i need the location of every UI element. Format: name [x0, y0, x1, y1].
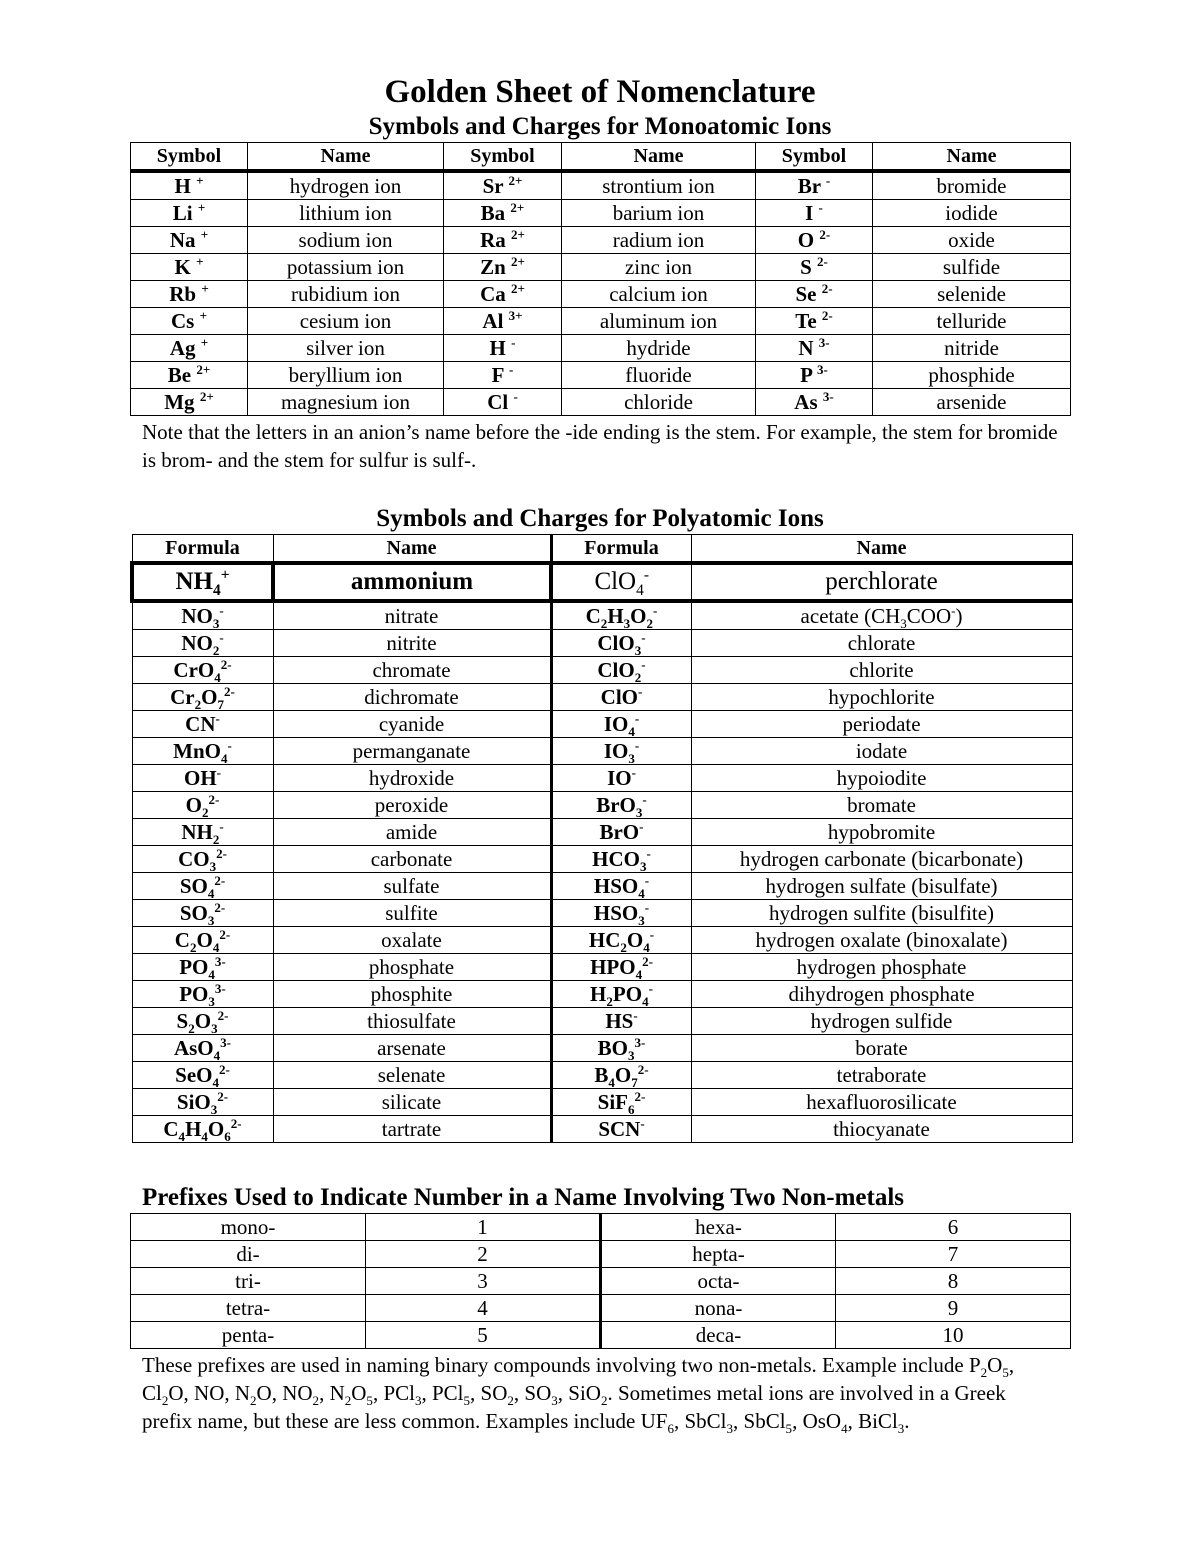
polyatomic-row — [132, 1008, 1072, 1035]
polyatomic-formula: $H_2PO_4^-$ — [551, 981, 691, 1008]
polyatomic-header-name: Name — [273, 535, 551, 564]
ion-name: sulfide — [873, 254, 1071, 281]
polyatomic-row — [132, 873, 1072, 900]
ion-symbol: H + — [131, 171, 248, 200]
polyatomic-name: carbonate — [273, 846, 551, 873]
monoatomic-heading: Symbols and Charges for Monoatomic Ions — [368, 113, 832, 140]
polyatomic-formula: $HCO_3^-$ — [551, 846, 691, 873]
polyatomic-row — [132, 954, 1072, 981]
ion-symbol: Ag + — [131, 335, 248, 362]
polyatomic-row — [132, 792, 1072, 819]
ion-symbol: As $^{3-}$ — [756, 389, 873, 416]
prefix-number: 10 — [836, 1322, 1071, 1349]
polyatomic-heading: Symbols and Charges for Polyatomic Ions — [376, 505, 824, 532]
polyatomic-name: arsenate — [273, 1035, 551, 1062]
ion-symbol: Li + — [131, 200, 248, 227]
prefix-name: tri- — [131, 1268, 366, 1295]
ion-name: aluminum ion — [562, 308, 756, 335]
polyatomic-formula: $HSO_3^-$ — [551, 900, 691, 927]
polyatomic-name: tartrate — [273, 1116, 551, 1143]
ion-symbol: P $^{3-}$ — [756, 362, 873, 389]
prefixes-heading: Prefixes Used to Indicate Number in a Name Involving Two Non-metals — [142, 1184, 905, 1211]
polyatomic-name: hydrogen sulfite (bisulfite) — [691, 900, 1072, 927]
polyatomic-formula: $HC_2O_4^-$ — [551, 927, 691, 954]
monoatomic-table — [130, 142, 1071, 416]
polyatomic-row — [132, 1089, 1072, 1116]
monoatomic-row — [131, 362, 1071, 389]
polyatomic-formula: $CO_3^{2-}$ — [132, 846, 273, 873]
polyatomic-formula: $BO_3^{3-}$ — [551, 1035, 691, 1062]
polyatomic-formula: $NH_4^+$ — [132, 563, 273, 601]
prefix-number: 3 — [366, 1268, 601, 1295]
polyatomic-name: hydroxide — [273, 765, 551, 792]
ion-name: zinc ion — [562, 254, 756, 281]
prefixes-table — [130, 1213, 1071, 1349]
polyatomic-name: sulfite — [273, 900, 551, 927]
monoatomic-note: Note that the letters in an anion’s name before the -ide ending is the stem. For example, the stem for bromide is brom- and the stem for sulfur is sulf-. — [142, 420, 1058, 472]
prefix-name: mono- — [131, 1214, 366, 1241]
ion-symbol: S $^{2-}$ — [756, 254, 873, 281]
polyatomic-row — [132, 1062, 1072, 1089]
polyatomic-formula: $NO_2^-$ — [132, 630, 273, 657]
polyatomic-name: periodate — [691, 711, 1072, 738]
ion-name: hydride — [562, 335, 756, 362]
ion-name: iodide — [873, 200, 1071, 227]
ion-symbol: Br - — [756, 171, 873, 200]
ion-symbol: K + — [131, 254, 248, 281]
ion-symbol: Al $^{3+}$ — [444, 308, 562, 335]
polyatomic-row — [132, 601, 1072, 630]
polyatomic-name: phosphite — [273, 981, 551, 1008]
polyatomic-row — [132, 630, 1072, 657]
polyatomic-formula: HS- — [551, 1008, 691, 1035]
prefix-number: 1 — [366, 1214, 601, 1241]
polyatomic-name: oxalate — [273, 927, 551, 954]
ion-symbol: Ra $^{2+}$ — [444, 227, 562, 254]
prefix-name: hexa- — [601, 1214, 836, 1241]
prefix-number: 6 — [836, 1214, 1071, 1241]
polyatomic-name: hexafluorosilicate — [691, 1089, 1072, 1116]
polyatomic-formula: SeO$_4^{2-}$ — [132, 1062, 273, 1089]
polyatomic-name: hydrogen phosphate — [691, 954, 1072, 981]
prefix-name: nona- — [601, 1295, 836, 1322]
polyatomic-name: nitrate — [273, 601, 551, 630]
polyatomic-name: hydrogen carbonate (bicarbonate) — [691, 846, 1072, 873]
polyatomic-header-formula: Formula — [551, 535, 691, 564]
polyatomic-name: amide — [273, 819, 551, 846]
polyatomic-row — [132, 1035, 1072, 1062]
document-page — [130, 72, 1070, 1435]
ion-symbol: O $^{2-}$ — [756, 227, 873, 254]
polyatomic-row — [132, 900, 1072, 927]
prefix-row — [131, 1322, 1071, 1349]
polyatomic-header-formula: Formula — [132, 535, 273, 564]
monoatomic-header-symbol: Symbol — [444, 143, 562, 172]
ion-name: arsenide — [873, 389, 1071, 416]
prefix-number: 8 — [836, 1268, 1071, 1295]
polyatomic-formula: CrO$_4^{2-}$ — [132, 657, 273, 684]
polyatomic-name: permanganate — [273, 738, 551, 765]
ion-symbol: Se $^{2-}$ — [756, 281, 873, 308]
ion-symbol: H - — [444, 335, 562, 362]
polyatomic-row — [132, 563, 1072, 601]
polyatomic-formula: $NH_2^-$ — [132, 819, 273, 846]
prefix-name: hepta- — [601, 1241, 836, 1268]
ion-name: oxide — [873, 227, 1071, 254]
polyatomic-row — [132, 711, 1072, 738]
polyatomic-formula: $NO_3^-$ — [132, 601, 273, 630]
polyatomic-formula: $PO_4^{3-}$ — [132, 954, 273, 981]
polyatomic-formula: ClO$_4$- — [551, 563, 691, 601]
ion-symbol: Ca $^{2+}$ — [444, 281, 562, 308]
prefix-name: tetra- — [131, 1295, 366, 1322]
polyatomic-name: cyanide — [273, 711, 551, 738]
polyatomic-formula: $IO_4^-$ — [551, 711, 691, 738]
prefix-name: octa- — [601, 1268, 836, 1295]
polyatomic-formula: CN- — [132, 711, 273, 738]
ion-symbol: Cs + — [131, 308, 248, 335]
page-title: Golden Sheet of Nomenclature — [384, 74, 816, 110]
polyatomic-formula: ClO$_3$- — [551, 630, 691, 657]
ion-name: selenide — [873, 281, 1071, 308]
monoatomic-header-symbol: Symbol — [131, 143, 248, 172]
ion-name: calcium ion — [562, 281, 756, 308]
ion-symbol: Na + — [131, 227, 248, 254]
polyatomic-formula: BrO$_3$- — [551, 792, 691, 819]
prefix-number: 5 — [366, 1322, 601, 1349]
prefix-name: di- — [131, 1241, 366, 1268]
polyatomic-name: hypochlorite — [691, 684, 1072, 711]
monoatomic-header-name: Name — [562, 143, 756, 172]
polyatomic-header-name: Name — [691, 535, 1072, 564]
ion-name: cesium ion — [248, 308, 444, 335]
ion-symbol: I - — [756, 200, 873, 227]
ion-symbol: Zn $^{2+}$ — [444, 254, 562, 281]
polyatomic-name: chromate — [273, 657, 551, 684]
polyatomic-name: thiosulfate — [273, 1008, 551, 1035]
ion-name: nitride — [873, 335, 1071, 362]
polyatomic-row — [132, 846, 1072, 873]
polyatomic-formula: ClO$_2$- — [551, 657, 691, 684]
polyatomic-name: hydrogen oxalate (binoxalate) — [691, 927, 1072, 954]
polyatomic-row — [132, 1116, 1072, 1143]
polyatomic-formula: BrO- — [551, 819, 691, 846]
polyatomic-formula: $SO_4^{2-}$ — [132, 873, 273, 900]
monoatomic-header-symbol: Symbol — [756, 143, 873, 172]
prefix-number: 2 — [366, 1241, 601, 1268]
polyatomic-formula: $B_4O_7^{2-}$ — [551, 1062, 691, 1089]
monoatomic-header-name: Name — [873, 143, 1071, 172]
polyatomic-table — [130, 534, 1073, 1143]
polyatomic-name: iodate — [691, 738, 1072, 765]
polyatomic-formula: $Cr_2O_7^{2-}$ — [132, 684, 273, 711]
ion-name: telluride — [873, 308, 1071, 335]
polyatomic-name: hypoiodite — [691, 765, 1072, 792]
prefix-name: penta- — [131, 1322, 366, 1349]
polyatomic-name: nitrite — [273, 630, 551, 657]
polyatomic-name: borate — [691, 1035, 1072, 1062]
polyatomic-row — [132, 738, 1072, 765]
ion-name: silver ion — [248, 335, 444, 362]
polyatomic-row — [132, 765, 1072, 792]
polyatomic-formula: AsO$_4^{3-}$ — [132, 1035, 273, 1062]
ion-symbol: Sr $^{2+}$ — [444, 171, 562, 200]
ion-name: radium ion — [562, 227, 756, 254]
polyatomic-formula: OH- — [132, 765, 273, 792]
polyatomic-formula: $C_4H_4O_6^{2-}$ — [132, 1116, 273, 1143]
polyatomic-name: hydrogen sulfate (bisulfate) — [691, 873, 1072, 900]
polyatomic-name: phosphate — [273, 954, 551, 981]
ion-symbol: Rb + — [131, 281, 248, 308]
prefix-number: 7 — [836, 1241, 1071, 1268]
polyatomic-name: ammonium — [273, 563, 551, 601]
ion-symbol: Te $^{2-}$ — [756, 308, 873, 335]
polyatomic-name: peroxide — [273, 792, 551, 819]
ion-name: sodium ion — [248, 227, 444, 254]
polyatomic-formula: $C_2O_4^{2-}$ — [132, 927, 273, 954]
polyatomic-row — [132, 927, 1072, 954]
polyatomic-formula: $C_2H_3O_2^-$ — [551, 601, 691, 630]
polyatomic-name: sulfate — [273, 873, 551, 900]
polyatomic-formula: SiF$_6^{2-}$ — [551, 1089, 691, 1116]
ion-name: chloride — [562, 389, 756, 416]
ion-name: magnesium ion — [248, 389, 444, 416]
prefix-number: 9 — [836, 1295, 1071, 1322]
polyatomic-row — [132, 819, 1072, 846]
monoatomic-row — [131, 227, 1071, 254]
polyatomic-name: perchlorate — [691, 563, 1072, 601]
ion-name: bromide — [873, 171, 1071, 200]
ion-name: barium ion — [562, 200, 756, 227]
polyatomic-formula: $PO_3^{3-}$ — [132, 981, 273, 1008]
polyatomic-formula: MnO$_4$- — [132, 738, 273, 765]
ion-name: rubidium ion — [248, 281, 444, 308]
prefix-row — [131, 1295, 1071, 1322]
polyatomic-formula: $IO_3^-$ — [551, 738, 691, 765]
polyatomic-row — [132, 684, 1072, 711]
prefix-row — [131, 1241, 1071, 1268]
monoatomic-header-name: Name — [248, 143, 444, 172]
polyatomic-formula: SiO$_3^{2-}$ — [132, 1089, 273, 1116]
polyatomic-name: selenate — [273, 1062, 551, 1089]
monoatomic-row — [131, 281, 1071, 308]
polyatomic-name: bromate — [691, 792, 1072, 819]
ion-symbol: N $^{3-}$ — [756, 335, 873, 362]
ion-symbol: Ba $^{2+}$ — [444, 200, 562, 227]
polyatomic-name: tetraborate — [691, 1062, 1072, 1089]
polyatomic-name: chlorate — [691, 630, 1072, 657]
polyatomic-formula: IO- — [551, 765, 691, 792]
ion-name: fluoride — [562, 362, 756, 389]
polyatomic-row — [132, 657, 1072, 684]
polyatomic-name: dihydrogen phosphate — [691, 981, 1072, 1008]
polyatomic-name: thiocyanate — [691, 1116, 1072, 1143]
polyatomic-name: hydrogen sulfide — [691, 1008, 1072, 1035]
prefixes-note: These prefixes are used in naming binary compounds involving two non-metals. Example include $P_2O_5$, $Cl_2O$, NO, $N_2O$, $NO_2$, $N_2O_5$, PCl$_3$, PCl$_5$, $SO_2$, $SO_3$, SiO$_2$. Sometimes metal ions are involved in a Greek prefix name, but these are less common. Examples include $UF_6$, SbCl$_3$, SbCl$_5$, OsO$_4$, BiCl$_3$. — [142, 1353, 1015, 1437]
polyatomic-formula: $O_2^{2-}$ — [132, 792, 273, 819]
polyatomic-formula: $SO_3^{2-}$ — [132, 900, 273, 927]
polyatomic-formula: ClO- — [551, 684, 691, 711]
polyatomic-formula: $HSO_4^-$ — [551, 873, 691, 900]
polyatomic-formula: SCN- — [551, 1116, 691, 1143]
ion-symbol: F - — [444, 362, 562, 389]
prefix-row — [131, 1214, 1071, 1241]
prefix-name: deca- — [601, 1322, 836, 1349]
polyatomic-name: silicate — [273, 1089, 551, 1116]
polyatomic-name: dichromate — [273, 684, 551, 711]
ion-name: beryllium ion — [248, 362, 444, 389]
polyatomic-formula: $S_2O_3^{2-}$ — [132, 1008, 273, 1035]
ion-name: hydrogen ion — [248, 171, 444, 200]
ion-symbol: Mg $^{2+}$ — [131, 389, 248, 416]
ion-name: lithium ion — [248, 200, 444, 227]
ion-name: potassium ion — [248, 254, 444, 281]
polyatomic-row — [132, 981, 1072, 1008]
monoatomic-row — [131, 308, 1071, 335]
ion-symbol: Be $^{2+}$ — [131, 362, 248, 389]
polyatomic-name: hypobromite — [691, 819, 1072, 846]
prefix-number: 4 — [366, 1295, 601, 1322]
ion-symbol: Cl - — [444, 389, 562, 416]
monoatomic-row — [131, 254, 1071, 281]
ion-name: strontium ion — [562, 171, 756, 200]
monoatomic-row — [131, 389, 1071, 416]
polyatomic-formula: $HPO_4^{2-}$ — [551, 954, 691, 981]
monoatomic-row — [131, 200, 1071, 227]
polyatomic-name: acetate $(CH_3COO^-)$ — [691, 601, 1072, 630]
prefix-row — [131, 1268, 1071, 1295]
polyatomic-name: chlorite — [691, 657, 1072, 684]
ion-name: phosphide — [873, 362, 1071, 389]
monoatomic-row — [131, 335, 1071, 362]
monoatomic-row — [131, 171, 1071, 200]
